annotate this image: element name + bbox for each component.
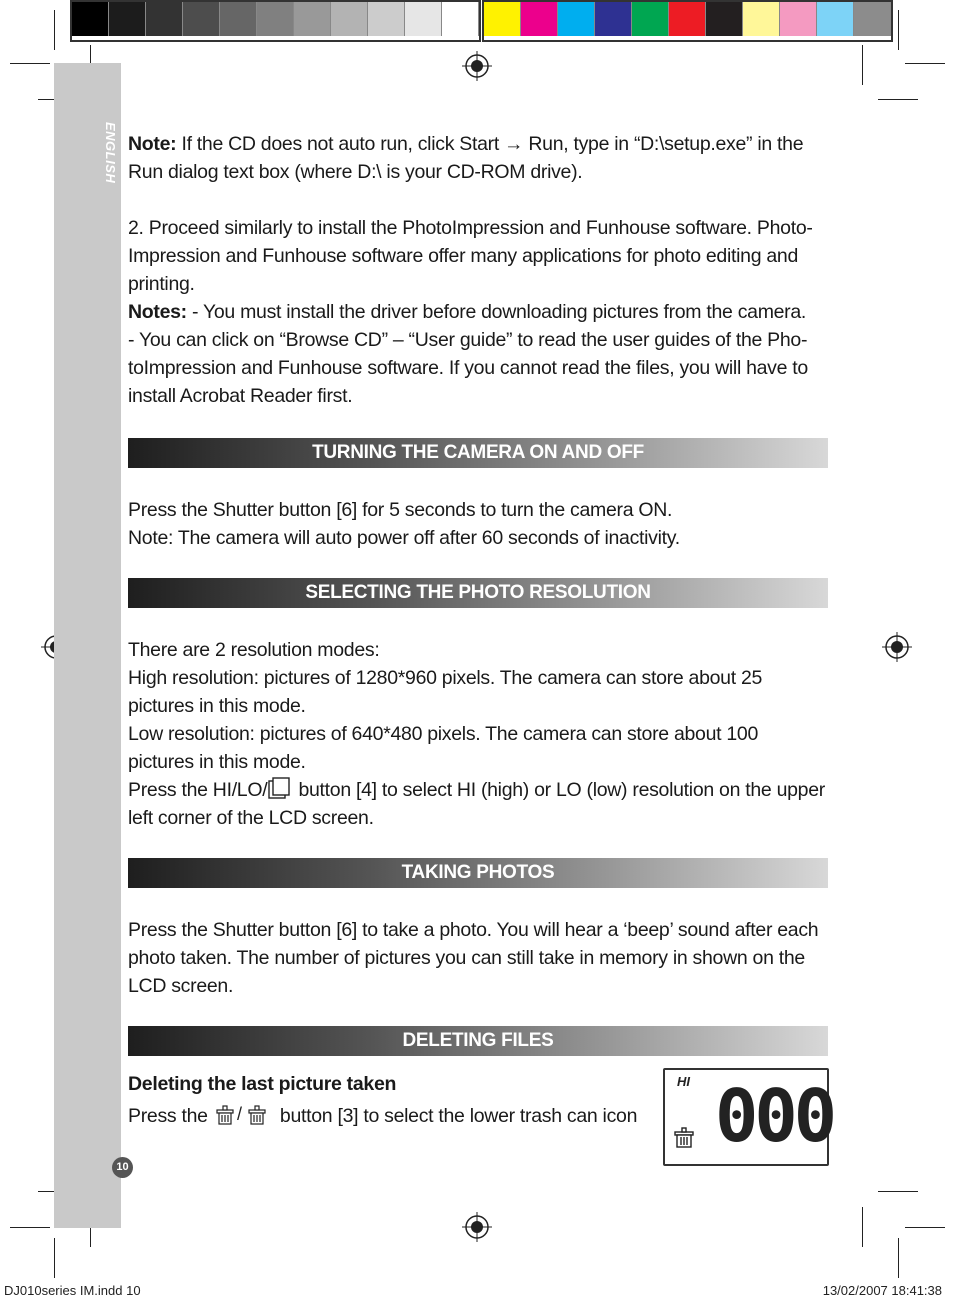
- crop-mark: [905, 1227, 945, 1228]
- color-swatch: [220, 2, 257, 36]
- crop-mark: [10, 1227, 50, 1228]
- resolution-line-4: [128, 776, 828, 832]
- notes-text: - You must install the driver before downloading pictures from the camera.: [186, 301, 807, 323]
- resolution-line-1: There are 2 resolution modes:: [128, 639, 380, 661]
- lcd-photo-counter: 000: [715, 1074, 834, 1158]
- hi-lo-page-icon: [267, 776, 293, 800]
- crop-mark: [905, 63, 945, 64]
- registration-mark-icon: [882, 632, 912, 662]
- power-line-1: Press the Shutter button [6] for 5 seconds to turn the camera ON.: [128, 499, 673, 521]
- trash-can-icon: [213, 1102, 275, 1126]
- color-swatch: [595, 2, 632, 36]
- install-notes-2: - You can click on “Browse CD” – “User guide” to read the user guides of the Pho-toImpression and Funhouse software. If you cannot read the files, you will have to install Acrobat Reader first.: [128, 329, 808, 407]
- color-swatch: [72, 2, 109, 36]
- crop-mark: [878, 99, 918, 100]
- color-swatch: [632, 2, 669, 36]
- color-swatch: [183, 2, 220, 36]
- registration-mark-icon: [462, 51, 492, 81]
- color-swatch: [442, 2, 479, 36]
- note-label: Note:: [128, 133, 177, 155]
- crop-mark: [54, 10, 55, 50]
- color-swatch: [368, 2, 405, 36]
- photos-line-1: Press the Shutter button [6] to take a photo. You will hear a ‘beep’ sound after each photo taken. The number of pictures you can still take in memory in shown on the LCD screen.: [128, 919, 819, 997]
- delete-subheading: Deleting the last picture taken: [128, 1073, 397, 1095]
- install-step-2: 2. Proceed similarly to install the PhotoImpression and Funhouse software. Photo-Impression and Funhouse software offer many applications for photo editing and printing.: [128, 217, 813, 295]
- color-swatch: [294, 2, 331, 36]
- section-header-power: TURNING THE CAMERA ON AND OFF: [128, 438, 828, 468]
- delete-line-1b: button [3] to select the lower trash can icon: [274, 1105, 638, 1127]
- color-swatch: [780, 2, 817, 36]
- crop-mark: [54, 1238, 55, 1278]
- color-swatch: [817, 2, 854, 36]
- color-swatch: [257, 2, 294, 36]
- color-swatch: [706, 2, 743, 36]
- color-swatch: [405, 2, 442, 36]
- color-swatch: [146, 2, 183, 36]
- crop-mark: [898, 1238, 899, 1278]
- registration-mark-icon: [462, 1212, 492, 1242]
- section-header-resolution: SELECTING THE PHOTO RESOLUTION: [128, 578, 828, 608]
- section-header-photos: TAKING PHOTOS: [128, 858, 828, 888]
- color-swatch: [558, 2, 595, 36]
- crop-mark: [878, 1191, 918, 1192]
- language-sidebar: [54, 63, 121, 1228]
- note-text: If the CD does not auto run, click Start → Run, type in “D:\setup.exe” in the Run dialog text box (where D:\ is your CD-ROM drive).: [128, 133, 804, 183]
- install-notes: [128, 298, 828, 326]
- resolution-line-4b: button [4] to select HI (high) or LO (low) resolution on the upper left corner of the LCD screen.: [128, 779, 825, 829]
- grayscale-calibration-bar: [70, 0, 481, 42]
- color-swatch: [109, 2, 146, 36]
- lcd-mode-label: HI: [677, 1074, 690, 1089]
- color-swatch: [669, 2, 706, 36]
- power-line-2: Note: The camera will auto power off after 60 seconds of inactivity.: [128, 527, 680, 549]
- lcd-screen-illustration: [663, 1068, 834, 1166]
- color-calibration-bar: [482, 0, 893, 42]
- notes-label: Notes:: [128, 301, 187, 323]
- crop-mark: [862, 1207, 863, 1247]
- crop-mark: [898, 10, 899, 50]
- resolution-line-2: High resolution: pictures of 1280*960 pixels. The camera can store about 25 pictures in this mode.: [128, 667, 763, 717]
- footer-timestamp: 13/02/2007 18:41:38: [822, 1283, 942, 1298]
- color-swatch: [484, 2, 521, 36]
- resolution-line-3: Low resolution: pictures of 640*480 pixels. The camera can store about 100 pictures in this mode.: [128, 723, 759, 773]
- manual-content: [128, 130, 828, 1130]
- section-header-delete: DELETING FILES: [128, 1026, 828, 1056]
- delete-line-1a: Press the: [128, 1105, 213, 1127]
- crop-mark: [10, 63, 50, 64]
- lcd-trash-icon: [673, 1126, 697, 1150]
- page-number: 10: [112, 1157, 133, 1178]
- footer-filename: DJ010series IM.indd 10: [4, 1283, 141, 1298]
- color-swatch: [743, 2, 780, 36]
- svg-text:/: /: [236, 1104, 242, 1124]
- resolution-line-4a: Press the HI/LO/: [128, 779, 268, 801]
- color-swatch: [331, 2, 368, 36]
- install-note: [128, 130, 828, 186]
- language-label: ENGLISH: [103, 122, 118, 184]
- color-swatch: [854, 2, 891, 36]
- color-swatch: [521, 2, 558, 36]
- crop-mark: [862, 45, 863, 85]
